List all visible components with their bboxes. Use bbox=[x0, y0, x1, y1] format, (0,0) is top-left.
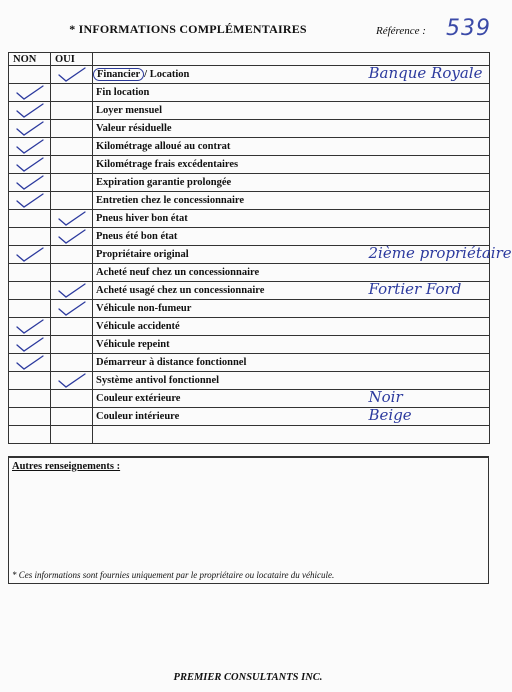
item-label bbox=[93, 156, 363, 174]
circled-choice: Financier bbox=[93, 68, 144, 81]
item-label bbox=[93, 192, 363, 210]
item-label bbox=[93, 246, 363, 264]
other-info-label: Autres renseignements : bbox=[12, 461, 121, 472]
checklist-row bbox=[9, 102, 490, 120]
non-checkbox[interactable] bbox=[9, 156, 51, 174]
non-checkbox[interactable] bbox=[9, 84, 51, 102]
checklist-row bbox=[9, 264, 490, 282]
item-note[interactable] bbox=[363, 192, 490, 210]
item-text: Couleur extérieure bbox=[96, 393, 181, 404]
col-non-header: NON bbox=[9, 53, 51, 66]
item-note[interactable] bbox=[363, 336, 490, 354]
oui-checkbox[interactable] bbox=[51, 192, 93, 210]
non-checkbox[interactable] bbox=[9, 192, 51, 210]
item-note[interactable] bbox=[363, 84, 490, 102]
oui-checkbox[interactable] bbox=[51, 408, 93, 426]
item-note[interactable] bbox=[363, 244, 512, 264]
non-checkbox[interactable] bbox=[9, 210, 51, 228]
non-checkbox[interactable] bbox=[9, 66, 51, 84]
check-mark-icon bbox=[9, 192, 49, 209]
oui-checkbox[interactable] bbox=[51, 336, 93, 354]
item-text: Fin location bbox=[96, 87, 150, 98]
oui-checkbox[interactable] bbox=[51, 102, 93, 120]
oui-checkbox[interactable] bbox=[51, 84, 93, 102]
item-note[interactable] bbox=[363, 372, 490, 390]
checklist-row bbox=[9, 138, 490, 156]
item-text: Couleur intérieure bbox=[96, 411, 180, 422]
item-note[interactable] bbox=[363, 210, 490, 228]
check-mark-icon bbox=[51, 228, 91, 245]
non-checkbox[interactable] bbox=[9, 228, 51, 246]
non-checkbox[interactable] bbox=[9, 264, 51, 282]
check-mark-icon bbox=[51, 282, 91, 299]
oui-checkbox[interactable] bbox=[51, 228, 93, 246]
item-text: Expiration garantie prolongée bbox=[96, 177, 232, 188]
checklist-row bbox=[9, 318, 490, 336]
non-checkbox[interactable] bbox=[9, 138, 51, 156]
item-text: Véhicule repeint bbox=[96, 339, 170, 350]
handwritten-note: Fortier Ford bbox=[368, 280, 462, 298]
check-mark-icon bbox=[9, 102, 49, 119]
checklist-row bbox=[9, 282, 490, 300]
item-text: Acheté neuf chez un concessionnaire bbox=[96, 267, 260, 278]
item-label bbox=[93, 336, 363, 354]
item-note[interactable] bbox=[363, 156, 490, 174]
col-oui-header: OUI bbox=[51, 53, 93, 66]
check-mark-icon bbox=[9, 336, 49, 353]
item-label bbox=[93, 318, 363, 336]
checklist-row bbox=[9, 156, 490, 174]
item-label bbox=[93, 210, 363, 228]
item-text: Valeur résiduelle bbox=[96, 123, 172, 134]
item-label bbox=[93, 138, 363, 156]
non-checkbox[interactable] bbox=[9, 120, 51, 138]
check-mark-icon bbox=[51, 372, 91, 389]
reference-value: 539 bbox=[446, 16, 491, 41]
item-text: Entretien chez le concessionnaire bbox=[96, 195, 245, 206]
checklist-row bbox=[9, 390, 490, 408]
non-checkbox[interactable] bbox=[9, 246, 51, 264]
checklist-row bbox=[9, 354, 490, 372]
check-mark-icon bbox=[9, 120, 49, 137]
item-text: Véhicule non-fumeur bbox=[96, 303, 192, 314]
item-text: Loyer mensuel bbox=[96, 105, 163, 116]
item-note[interactable] bbox=[363, 282, 490, 300]
item-note[interactable] bbox=[363, 120, 490, 138]
checklist-row bbox=[9, 246, 490, 264]
item-text: Pneus été bon état bbox=[96, 231, 178, 242]
item-note[interactable] bbox=[363, 426, 490, 444]
checklist-row bbox=[9, 300, 490, 318]
item-text: Véhicule accidenté bbox=[96, 321, 180, 332]
item-note[interactable] bbox=[363, 264, 490, 282]
form-title: * INFORMATIONS COMPLÉMENTAIRES bbox=[69, 22, 307, 36]
item-label bbox=[93, 408, 363, 426]
checklist-row bbox=[9, 66, 490, 84]
item-text: Système antivol fonctionnel bbox=[96, 375, 220, 386]
item-label bbox=[93, 264, 363, 282]
checklist-row bbox=[9, 120, 490, 138]
checklist-row bbox=[9, 426, 490, 444]
item-text: Acheté usagé chez un concessionnaire bbox=[96, 285, 265, 296]
check-mark-icon bbox=[51, 66, 91, 83]
non-checkbox[interactable] bbox=[9, 354, 51, 372]
oui-checkbox[interactable] bbox=[51, 354, 93, 372]
check-mark-icon bbox=[9, 174, 49, 191]
item-text: Démarreur à distance fonctionnel bbox=[96, 357, 247, 368]
handwritten-note: Banque Royale bbox=[368, 64, 483, 82]
oui-checkbox[interactable] bbox=[51, 156, 93, 174]
oui-checkbox[interactable] bbox=[51, 246, 93, 264]
item-label bbox=[93, 84, 363, 102]
non-checkbox[interactable] bbox=[9, 426, 51, 444]
checklist-row bbox=[9, 210, 490, 228]
non-checkbox[interactable] bbox=[9, 174, 51, 192]
item-label bbox=[93, 228, 363, 246]
item-text: Kilométrage alloué au contrat bbox=[96, 141, 231, 152]
oui-checkbox[interactable] bbox=[51, 210, 93, 228]
item-note[interactable] bbox=[363, 408, 490, 426]
non-checkbox[interactable] bbox=[9, 300, 51, 318]
checklist-table bbox=[8, 52, 512, 444]
check-mark-icon bbox=[9, 246, 49, 263]
checklist-row bbox=[9, 408, 490, 426]
non-checkbox[interactable] bbox=[9, 336, 51, 354]
item-note[interactable] bbox=[363, 66, 490, 84]
oui-checkbox[interactable] bbox=[51, 138, 93, 156]
checklist-row bbox=[9, 84, 490, 102]
oui-checkbox[interactable] bbox=[51, 174, 93, 192]
item-label bbox=[93, 174, 363, 192]
item-note[interactable] bbox=[363, 390, 490, 408]
handwritten-note: 2ième propriétaire bbox=[368, 244, 512, 262]
non-checkbox[interactable] bbox=[9, 372, 51, 390]
form-sheet bbox=[8, 12, 512, 585]
item-label bbox=[93, 390, 363, 408]
oui-checkbox[interactable] bbox=[51, 264, 93, 282]
non-checkbox[interactable] bbox=[9, 390, 51, 408]
item-note[interactable] bbox=[363, 354, 490, 372]
handwritten-note: Noir bbox=[368, 388, 403, 406]
item-label bbox=[93, 282, 363, 300]
checklist-row bbox=[9, 174, 490, 192]
oui-checkbox[interactable] bbox=[51, 426, 93, 444]
oui-checkbox[interactable] bbox=[51, 390, 93, 408]
item-text: Pneus hiver bon état bbox=[96, 213, 188, 224]
item-text: / Location bbox=[144, 69, 190, 80]
handwritten-note: Beige bbox=[368, 406, 412, 424]
company-name: PREMIER CONSULTANTS INC. bbox=[173, 672, 323, 683]
oui-checkbox[interactable] bbox=[51, 282, 93, 300]
non-checkbox[interactable] bbox=[9, 282, 51, 300]
checklist-row bbox=[9, 336, 490, 354]
check-mark-icon bbox=[51, 210, 91, 227]
item-label bbox=[93, 102, 363, 120]
non-checkbox[interactable] bbox=[9, 318, 51, 336]
footnote: * Ces informations sont fournies uniquement par le propriétaire ou locataire du véhicule. bbox=[12, 570, 335, 580]
item-label bbox=[93, 300, 363, 318]
checklist-row bbox=[9, 372, 490, 390]
item-note[interactable] bbox=[363, 318, 490, 336]
check-mark-icon bbox=[9, 354, 49, 371]
item-note[interactable] bbox=[363, 300, 490, 318]
other-info-box bbox=[8, 456, 489, 584]
oui-checkbox[interactable] bbox=[51, 372, 93, 390]
checklist-row bbox=[9, 192, 490, 210]
oui-checkbox[interactable] bbox=[51, 120, 93, 138]
checklist-row bbox=[9, 228, 490, 246]
item-label bbox=[93, 372, 363, 390]
non-checkbox[interactable] bbox=[9, 102, 51, 120]
item-label bbox=[93, 354, 363, 372]
item-text: Propriétaire original bbox=[96, 249, 189, 260]
check-mark-icon bbox=[9, 138, 49, 155]
item-text: Kilométrage frais excédentaires bbox=[96, 159, 239, 170]
non-checkbox[interactable] bbox=[9, 408, 51, 426]
oui-checkbox[interactable] bbox=[51, 300, 93, 318]
oui-checkbox[interactable] bbox=[51, 66, 93, 84]
item-label bbox=[93, 426, 363, 444]
reference-label: Référence : bbox=[376, 25, 426, 37]
item-label bbox=[93, 120, 363, 138]
check-mark-icon bbox=[9, 156, 49, 173]
item-label bbox=[93, 66, 363, 84]
item-note[interactable] bbox=[363, 174, 490, 192]
item-note[interactable] bbox=[363, 102, 490, 120]
col-item-header bbox=[93, 53, 363, 66]
check-mark-icon bbox=[9, 318, 49, 335]
oui-checkbox[interactable] bbox=[51, 318, 93, 336]
item-note[interactable] bbox=[363, 138, 490, 156]
item-note[interactable] bbox=[363, 228, 490, 246]
check-mark-icon bbox=[9, 84, 49, 101]
check-mark-icon bbox=[51, 300, 91, 317]
